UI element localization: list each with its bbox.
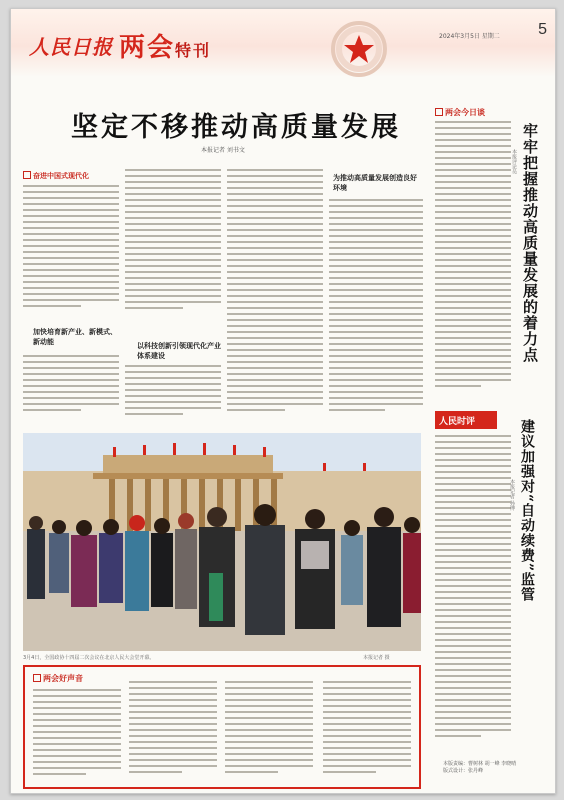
article-column-3 [227, 169, 323, 421]
photo-credit: 本报记者 摄 [363, 655, 390, 661]
observer-title: 建议加强对“自动续费”监管 [519, 419, 535, 603]
section-heading-1: 奋进中国式现代化 [23, 171, 89, 181]
article-column-1-bottom [23, 355, 119, 419]
design-line: 版式设计：张丹峰 [443, 768, 484, 774]
observer-author: 本报记者 孙博 [509, 479, 515, 511]
two-sessions-voices-box [23, 665, 421, 789]
section-heading-3: 以科技创新引领现代化产业体系建设 [137, 342, 221, 360]
newspaper-page [10, 8, 556, 794]
page-number: 5 [538, 21, 547, 38]
section-heading-4: 为推动高质量发展创造良好环境 [333, 174, 417, 192]
article-column-1-top [23, 185, 119, 315]
headline-byline: 本报记者 刘书文 [201, 147, 245, 154]
delegates-photo [23, 433, 421, 651]
observer-body [435, 435, 511, 755]
commentary-author: 本报评论员 [511, 149, 517, 174]
great-hall-star-icon [299, 19, 419, 81]
commentary-body [435, 121, 511, 401]
section-marker-icon [23, 171, 31, 179]
special-title-part-1: 两 [119, 33, 148, 63]
observer-label: 人民时评 [435, 411, 497, 429]
section-marker-icon [435, 108, 443, 116]
voices-column-2 [129, 681, 217, 781]
newspaper-logo: 人民日报 [29, 35, 113, 59]
commentary-title: 牢牢把握推动高质量发展的着力点 [521, 123, 539, 363]
special-title-part-2: 会 [147, 33, 176, 63]
masthead [11, 9, 556, 77]
page-headline: 坚定不移推动高质量发展 [71, 112, 401, 143]
editors-line: 本版责编：曹树林 胡一峰 李晓晴 [443, 761, 517, 767]
voices-column-4 [323, 681, 411, 781]
voices-column-1 [33, 689, 121, 783]
special-title-part-3: 特刊 [175, 41, 212, 60]
issue-date: 2024年3月5日 星期二 [439, 33, 500, 40]
page-editors [443, 761, 516, 775]
photo-caption: 3月4日，全国政协十四届二次会议在北京人民大会堂开幕。 [23, 655, 155, 661]
article-column-4 [329, 199, 423, 421]
article-column-2-top [125, 169, 221, 319]
body-text-lines [23, 185, 119, 311]
section-marker-icon [33, 674, 41, 682]
article-column-2-bottom [125, 365, 221, 421]
voices-heading: 两会好声音 [33, 673, 83, 684]
section-heading-2: 加快培育新产业、新模式、新动能 [33, 328, 117, 346]
special-edition-title [119, 27, 211, 64]
today-talk-label: 两会今日谈 [435, 107, 485, 118]
voices-column-3 [225, 681, 313, 781]
